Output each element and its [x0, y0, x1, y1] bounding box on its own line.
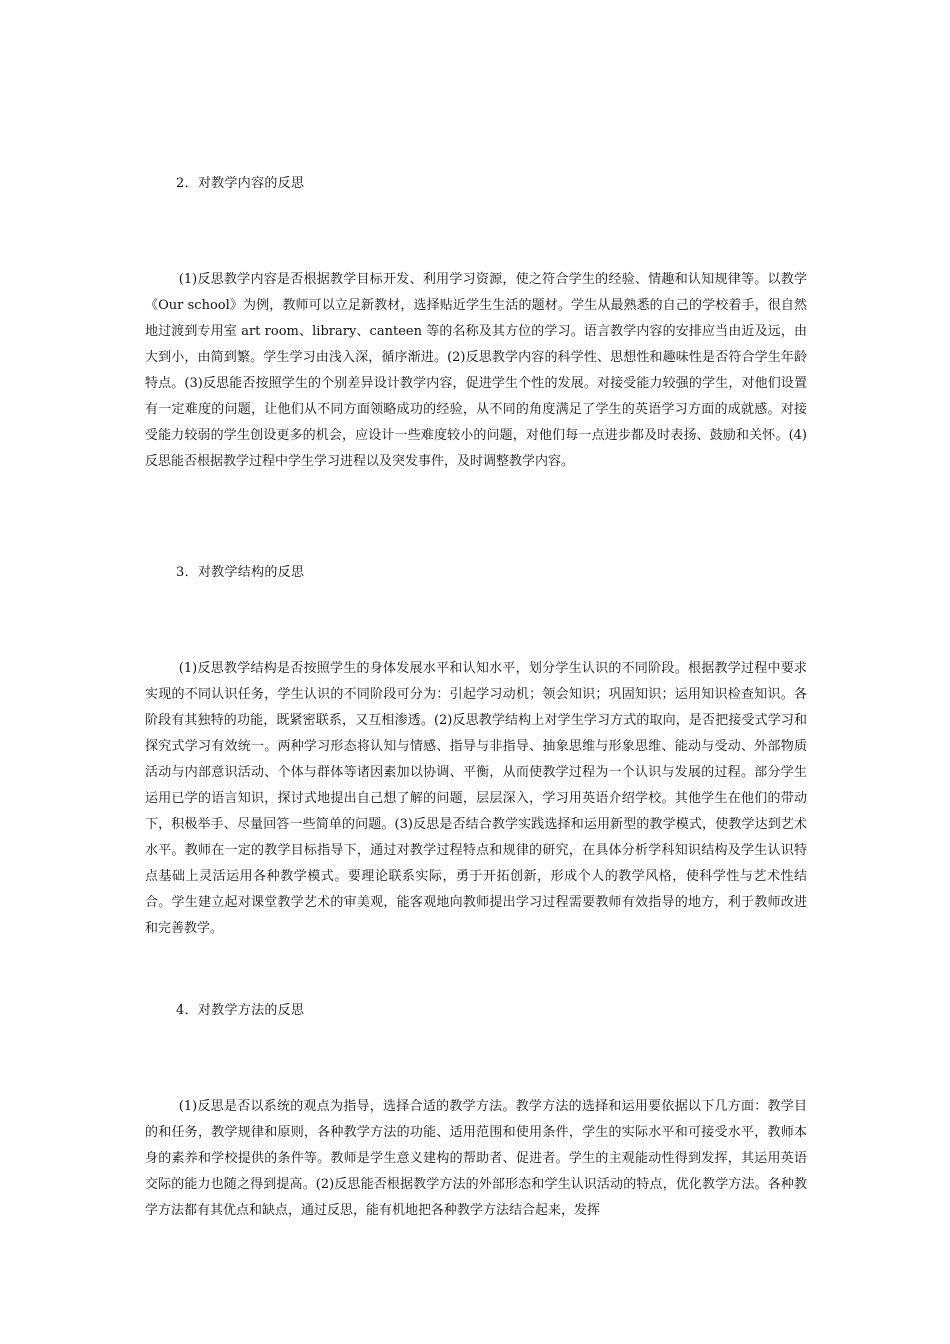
section-heading-teaching-method: 4．对教学方法的反思: [176, 1003, 305, 1018]
section-heading-teaching-structure: 3．对教学结构的反思: [176, 565, 305, 580]
section-heading-teaching-content: 2．对教学内容的反思: [176, 176, 305, 191]
section-paragraph-teaching-content: (1)反思教学内容是否根据教学目标开发、利用学习资源，使之符合学生的经验、情趣和认知规律等。以教学《Our school》为例，教师可以立足新教材，选择贴近学生生活的题材。学生从最熟悉的自己的学校着手，很自然地过渡到专用室 art room、library、canteen 等的名称及其方位的学习。语言教学内容的安排应当由近及远，由大到小，由简到繁。学生学习由浅入深，循序渐进。(2)反思教学内容的科学性、思想性和趣味性是否符合学生年龄特点。(3)反思能否按照学生的个别差异设计教学内容，促进学生个性的发展。对接受能力较强的学生，对他们设置有一定难度的问题，让他们从不同方面领略成功的经验，从不同的角度满足了学生的英语学习方面的成就感。对接受能力较弱的学生创设更多的机会，应设计一些难度较小的问题，对他们每一点进步都及时表扬、鼓励和关怀。(4)反思能否根据教学过程中学生学习进程以及突发事件，及时调整教学内容。: [145, 272, 807, 469]
section-paragraph-teaching-structure: (1)反思教学结构是否按照学生的身体发展水平和认知水平，划分学生认识的不同阶段。根据教学过程中要求实现的不同认识任务，学生认识的不同阶段可分为：引起学习动机；领会知识；巩固知识；运用知识检查知识。各阶段有其独特的功能，既紧密联系，又互相渗透。(2)反思教学结构上对学生学习方式的取向，是否把接受式学习和探究式学习有效统一。两种学习形态将认知与情感、指导与非指导、抽象思维与形象思维、能动与受动、外部物质活动与内部意识活动、个体与群体等诸因素加以协调、平衡，从而使教学过程为一个认识与发展的过程。部分学生运用已学的语言知识，探讨式地提出自己想了解的问题，层层深入，学习用英语介绍学校。其他学生在他们的带动下，积极举手、尽量回答一些简单的问题。(3)反思是否结合教学实践选择和运用新型的教学模式，使教学达到艺术水平。教师在一定的教学目标指导下，通过对教学过程特点和规律的研究，在具体分析学科知识结构及学生认识特点基础上灵活运用各种教学模式。要理论联系实际，勇于开拓创新，形成个人的教学风格，使科学性与艺术性结合。学生建立起对课堂教学艺术的审美观，能客观地向教师提出学习过程需要教师有效指导的地方，利于教师改进和完善教学。: [145, 661, 807, 936]
section-paragraph-teaching-method: (1)反思是否以系统的观点为指导，选择合适的教学方法。教学方法的选择和运用要依据以下几方面：教学目的和任务，教学规律和原则，各种教学方法的功能、适用范围和使用条件，学生的实际水平和可接受水平，教师本身的素养和学校提供的条件等。教师是学生意义建构的帮助者、促进者。学生的主观能动性得到发挥，其运用英语交际的能力也随之得到提高。(2)反思能否根据教学方法的外部形态和学生认识活动的特点，优化教学方法。各种教学方法都有其优点和缺点，通过反思，能有机地把各种教学方法结合起来，发挥: [145, 1099, 807, 1218]
